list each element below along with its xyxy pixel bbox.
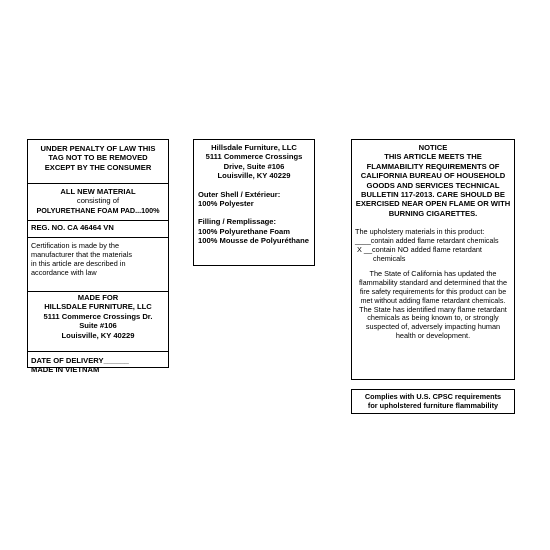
certification-statement: Certification is made by the manufacturer that the materials in this article are described in accordance with law [28, 238, 168, 292]
flammability-notice-tag [351, 139, 515, 380]
cpsc-compliance-tag: Complies with U.S. CPSC requirements for upholstered furniture flammability [351, 389, 515, 414]
notice-heading: NOTICE THIS ARTICLE MEETS THE FLAMMABILITY REQUIREMENTS OF CALIFORNIA BUREAU OF HOUSEHOLD GOODS AND SERVICES TECHNICAL BULLETIN 117-2013. CARE SHOULD BE EXERCISED NEAR OPEN FLAME OR WITH BURNING CIGARETTES. [355, 143, 511, 218]
fabric-content-tag [193, 139, 315, 266]
company-address: Hillsdale Furniture, LLC 5111 Commerce Crossings Drive, Suite #106 Louisville, KY 40229 [205, 143, 303, 181]
upholstery-statement: The upholstery materials in this product: ____contain added flame retardant chemicals X __contain NO added flame retardant chemicals [355, 227, 499, 263]
state-statement: The State of California has updated the flammability standard and determined that the fire safety requirements for this product can be met without adding flame retardant chemicals. The State has identified many flame retardant chemicals as being known to, or strongly suspected of, adversely impacting human health or development. [358, 268, 508, 341]
law-label-tag [27, 139, 169, 375]
penalty-notice: UNDER PENALTY OF LAW THIS TAG NOT TO BE REMOVED EXCEPT BY THE CONSUMER [28, 140, 168, 184]
outer-shell-content: Outer Shell / Extérieur: 100% Polyester [198, 189, 281, 209]
delivery-origin: DATE OF DELIVERY______ MADE IN VIETNAM [31, 356, 129, 375]
registration-number: REG. NO. CA 46464 VN [28, 221, 168, 238]
filling-content: Filling / Remplissage: 100% Polyurethane Foam 100% Mousse de Polyuréthane [198, 217, 309, 246]
made-for-address: MADE FOR HILLSDALE FURNITURE, LLC 5111 Commerce Crossings Dr. Suite #106 Louisville, KY 40229 [28, 292, 168, 352]
material-content: ALL NEW MATERIAL consisting of POLYURETHANE FOAM PAD...100% [28, 184, 168, 221]
